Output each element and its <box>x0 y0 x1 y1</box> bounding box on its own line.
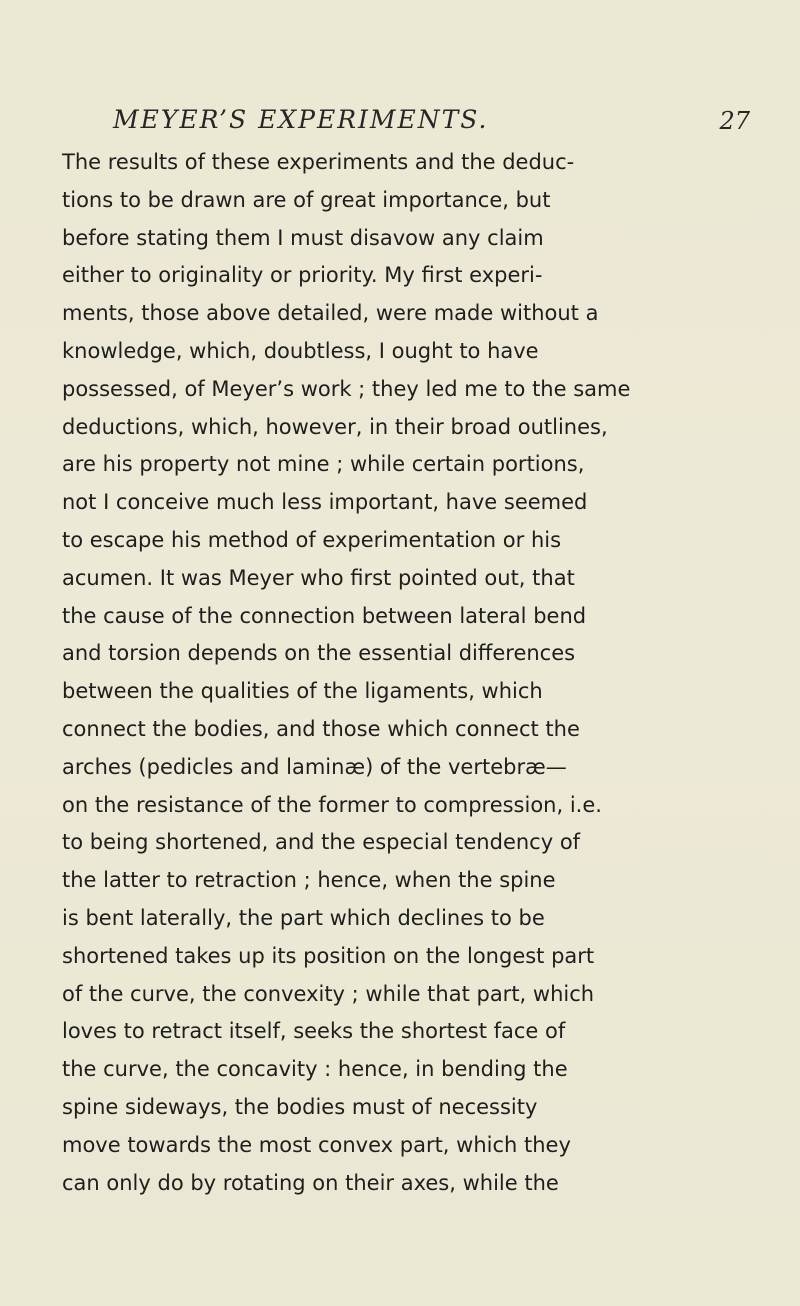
text-line: tions to be drawn are of great importance, but <box>62 187 551 212</box>
text-line: move towards the most convex part, which they <box>62 1132 571 1157</box>
text-line: not I conceive much less important, have seemed <box>62 490 588 515</box>
text-line: between the qualities of the ligaments, which <box>62 679 543 704</box>
text-line: to being shortened, and the especial tendency of <box>62 830 581 855</box>
text-line: ments, those above detailed, were made without a <box>62 301 599 326</box>
text-line: either to originality or priority. My first experi- <box>62 263 543 288</box>
text-line: to escape his method of experimentation or his <box>62 527 562 552</box>
text-line: connect the bodies, and those which connect the <box>62 716 580 741</box>
text-line: before stating them I must disavow any claim <box>62 225 544 250</box>
running-title: MEYER’S EXPERIMENTS. <box>113 105 489 134</box>
text-line: the cause of the connection between lateral bend <box>62 603 587 628</box>
text-line: acumen. It was Meyer who first pointed out, that <box>62 565 575 590</box>
text-line: arches (pedicles and laminæ) of the vertebræ— <box>62 754 567 779</box>
text-line: of the curve, the convexity ; while that part, which <box>62 981 595 1006</box>
page-number: 27 <box>719 107 750 135</box>
running-head <box>60 105 750 145</box>
text-line: and torsion depends on the essential differences <box>62 641 576 666</box>
text-line: spine sideways, the bodies must of necessity <box>62 1094 538 1119</box>
text-line: shortened takes up its position on the longest part <box>62 943 595 968</box>
text-line: loves to retract itself, seeks the shortest face of <box>62 1019 566 1044</box>
text-line: deductions, which, however, in their broad outlines, <box>62 414 608 439</box>
text-line: can only do by rotating on their axes, while the <box>62 1170 559 1195</box>
text-line: the curve, the concavity : hence, in bending the <box>62 1057 568 1082</box>
text-line: are his property not mine ; while certain portions, <box>62 452 585 477</box>
text-line: is bent laterally, the part which declines to be <box>62 905 545 930</box>
text-line: on the resistance of the former to compression, i.e. <box>62 792 602 817</box>
body-paragraph <box>62 144 762 1202</box>
text-line: the latter to retraction ; hence, when the spine <box>62 868 556 893</box>
text-line: possessed, of Meyer’s work ; they led me to the same <box>62 376 631 401</box>
text-line: The results of these experiments and the deduc- <box>62 150 575 174</box>
text-line: knowledge, which, doubtless, I ought to have <box>62 338 539 363</box>
